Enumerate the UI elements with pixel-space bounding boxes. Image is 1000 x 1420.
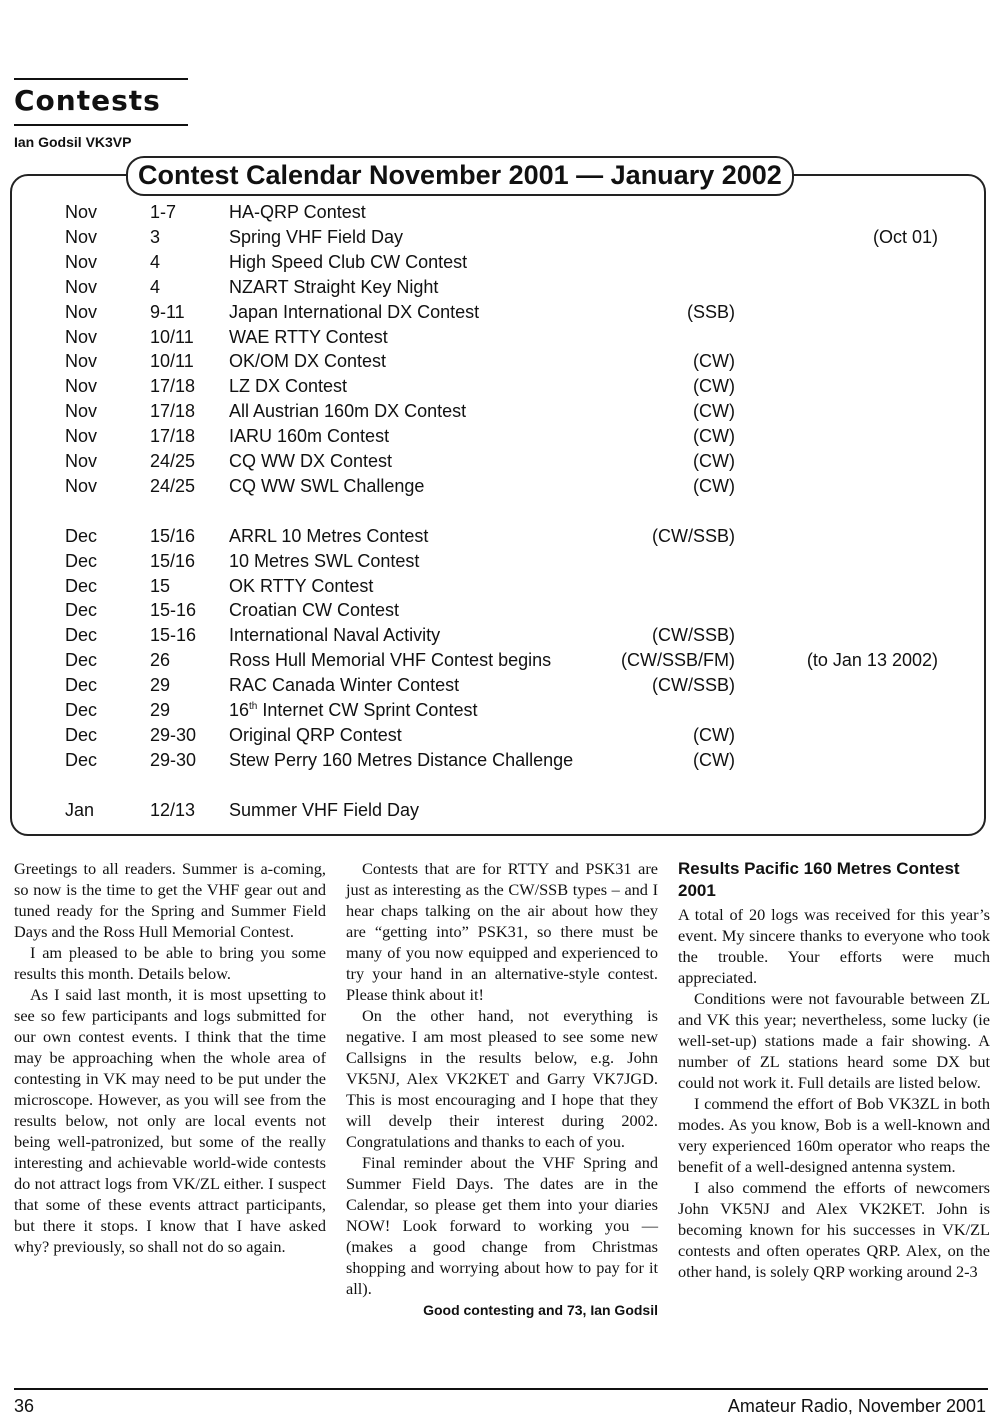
calendar-mode: (CW) <box>693 475 735 496</box>
calendar-month: Nov <box>65 202 98 222</box>
section-title: Contests <box>14 84 161 117</box>
calendar-month: Nov <box>65 301 98 322</box>
calendar-mode: (CW) <box>693 749 735 770</box>
calendar-row <box>0 798 1000 823</box>
calendar-row <box>0 349 1000 374</box>
calendar-mode: (CW/SSB/FM) <box>621 650 735 671</box>
calendar-row <box>0 598 1000 623</box>
calendar-row <box>0 449 1000 474</box>
footer-rule <box>14 1388 988 1390</box>
calendar-date: 12/13 <box>150 799 196 820</box>
paragraph: Greetings to all readers. Summer is a-coming, so now is the time to get the VHF gear out and tuned ready for the Spring and Summer Field Days and the Ross Hull Memorial Contest. <box>14 859 326 941</box>
calendar-mode: (CW) <box>693 351 735 372</box>
calendar-month: Dec <box>65 700 98 720</box>
calendar-contest-name: Summer VHF Field Day <box>229 799 420 820</box>
paragraph: On the other hand, not everything is negative. I am most pleased to see some new Callsigns in the results below, e.g. John VK5NJ, Alex VK2KET and Garry VK7JGD. This is most encouraging and I hope that they will develp their interest during 2002. Congratulations and thanks to each of you. <box>346 1006 658 1151</box>
calendar-contest-name: 10 Metres SWL Contest <box>229 550 420 571</box>
calendar-mode: (CW) <box>693 451 735 471</box>
calendar-contest-name: RAC Canada Winter Contest <box>229 675 460 696</box>
article-column-2 <box>346 858 658 1321</box>
calendar-row <box>0 424 1000 449</box>
calendar-row <box>0 325 1000 350</box>
calendar-contest-name: Japan International DX Contest <box>229 301 480 322</box>
publication-footer: Amateur Radio, November 2001 <box>727 1396 986 1416</box>
calendar-mode: (CW) <box>693 401 735 422</box>
calendar-mode: (CW/SSB) <box>652 525 735 546</box>
calendar-mode: (CW) <box>693 376 735 397</box>
calendar-row <box>0 275 1000 300</box>
calendar-row <box>0 200 1000 225</box>
calendar-date: 17/18 <box>150 426 196 447</box>
calendar-mode: (CW) <box>693 426 735 447</box>
calendar-contest-name: International Naval Activity <box>229 625 441 646</box>
calendar-row <box>0 374 1000 399</box>
calendar-contest-name: CQ WW SWL Challenge <box>229 475 425 496</box>
calendar-contest-name: Stew Perry 160 Metres Distance Challenge <box>229 749 574 770</box>
calendar-contest-name: LZ DX Contest <box>229 376 348 397</box>
calendar-row <box>0 399 1000 424</box>
calendar-row <box>0 648 1000 673</box>
calendar-row <box>0 673 1000 698</box>
calendar-contest-name: 16th Internet CW Sprint Contest <box>229 700 478 720</box>
calendar-contest-name: Original QRP Contest <box>229 724 402 745</box>
calendar-month: Nov <box>65 276 98 297</box>
calendar-date: 15/16 <box>150 550 196 571</box>
calendar-contest-name: Croatian CW Contest <box>229 600 400 621</box>
calendar-month: Dec <box>65 724 98 745</box>
calendar-note: (Oct 01) <box>872 226 938 247</box>
calendar-date: 29-30 <box>150 724 197 745</box>
calendar-date: 10/11 <box>150 326 194 347</box>
calendar-month: Dec <box>65 600 98 621</box>
page-number: 36 <box>14 1396 35 1416</box>
calendar-row <box>0 698 1000 723</box>
calendar-month: Nov <box>65 475 98 496</box>
calendar-date: 15-16 <box>150 600 197 621</box>
calendar-month: Dec <box>65 675 98 696</box>
calendar-month: Nov <box>65 376 98 397</box>
author-byline: Ian Godsil VK3VP <box>14 134 132 150</box>
calendar-contest-name: HA-QRP Contest <box>229 202 366 222</box>
calendar-title: Contest Calendar November 2001 — January 2002 <box>126 156 794 196</box>
results-heading: Results Pacific 160 Metres Contest 2001 <box>678 859 960 900</box>
calendar-month: Dec <box>65 749 98 770</box>
calendar-month: Nov <box>65 226 98 247</box>
paragraph: I am pleased to be able to bring you some results this month. Details below. <box>14 943 326 983</box>
calendar-row <box>0 723 1000 748</box>
calendar-date: 29 <box>150 675 171 696</box>
paragraph: Final reminder about the VHF Spring and Summer Field Days. The dates are in the Calendar, so please get them into your diaries NOW! Look forward to working you — (makes a good change from Christmas shopping and worrying about how to pay for it all). <box>346 1153 658 1298</box>
calendar-contest-name: OK/OM DX Contest <box>229 351 387 372</box>
calendar-contest-name: OK RTTY Contest <box>229 575 374 596</box>
paragraph: I also commend the efforts of newcomers John VK5NJ and Alex VK2KET. John is becoming known for his successes in VK/ZL contests and often operates QRP. Alex, on the other hand, is solely QRP working around 2-3 <box>678 1178 990 1281</box>
calendar-month: Dec <box>65 525 98 546</box>
calendar-row <box>0 549 1000 574</box>
calendar-date: 15 <box>150 575 171 596</box>
calendar-date: 4 <box>150 251 161 272</box>
calendar-row <box>0 225 1000 250</box>
calendar-contest-name: NZART Straight Key Night <box>229 276 439 297</box>
calendar-month: Dec <box>65 550 98 571</box>
calendar-row <box>0 250 1000 275</box>
calendar-date: 24/25 <box>150 475 196 496</box>
paragraph: Contests that are for RTTY and PSK31 are just as interesting as the CW/SSB types – and I hear chaps talking on the air about how they are “getting into” PSK31, so there must be many of you now equipped and experienced to try your hand in an alternative-style contest. Please think about it! <box>346 859 658 1004</box>
calendar-row <box>0 524 1000 549</box>
calendar-note: (to Jan 13 2002) <box>806 650 938 671</box>
calendar-date: 9-11 <box>150 301 185 322</box>
paragraph: As I said last month, it is most upsetting to see so few participants and logs submitted for our own contest events. I think that the time may be approaching when the whole area of contesting in VK may need to be put under the microscope. However, as you will see from the results below, not only are local events not being well-patronized, but some of the really interesting and achievable world-wide contests do not attract logs from VK/ZL either. I suspect that some of these events attract participants, but there it stops. I know that I have asked why? previously, so shall not do so again. <box>14 985 326 1256</box>
calendar-row <box>0 748 1000 773</box>
calendar-row <box>0 574 1000 599</box>
paragraph: Conditions were not favourable between ZL and VK this year; nevertheless, some lucky (ie well-set-up) stations made a fair showing. A number of ZL stations heard some DX but could not work it. Full details are listed below. <box>678 989 990 1092</box>
paragraph: I commend the effort of Bob VK3ZL in both modes. As you know, Bob is a well-known and very experienced 160m operator who reaps the benefit of a well-designed antenna system. <box>678 1094 990 1176</box>
calendar-month: Nov <box>65 426 98 447</box>
calendar-contest-name: ARRL 10 Metres Contest <box>229 525 429 546</box>
calendar-month: Dec <box>65 650 98 671</box>
calendar-date: 1-7 <box>150 202 177 222</box>
calendar-row <box>0 300 1000 325</box>
calendar-mode: (CW/SSB) <box>652 625 735 646</box>
calendar-month: Nov <box>65 251 98 272</box>
calendar-month: Jan <box>65 799 95 820</box>
calendar-contest-name: IARU 160m Contest <box>229 426 390 447</box>
calendar-month: Nov <box>65 401 98 422</box>
article-column-1 <box>14 858 326 1257</box>
calendar-contest-name: WAE RTTY Contest <box>229 326 388 347</box>
calendar-date: 29-30 <box>150 749 197 770</box>
calendar-contest-name: High Speed Club CW Contest <box>229 251 468 272</box>
calendar-date: 24/25 <box>150 451 196 471</box>
calendar-month: Dec <box>65 575 98 596</box>
calendar-mode: (CW/SSB) <box>652 675 735 696</box>
calendar-row <box>0 474 1000 499</box>
calendar-contest-name: Spring VHF Field Day <box>229 226 404 247</box>
calendar-date: 10/11 <box>150 351 194 372</box>
calendar-date: 29 <box>150 700 171 720</box>
calendar-date: 15/16 <box>150 525 196 546</box>
calendar-contest-name: All Austrian 160m DX Contest <box>229 401 467 422</box>
article-column-3 <box>678 858 990 1282</box>
calendar-date: 26 <box>150 650 171 671</box>
calendar-date: 17/18 <box>150 376 196 397</box>
calendar-month: Nov <box>65 351 98 372</box>
calendar-month: Nov <box>65 326 98 347</box>
calendar-date: 4 <box>150 276 161 297</box>
calendar-row <box>0 623 1000 648</box>
calendar-contest-name: Ross Hull Memorial VHF Contest begins <box>229 650 552 671</box>
paragraph: A total of 20 logs was received for this year’s event. My sincere thanks to everyone who took the trouble. Your efforts were much appreciated. <box>678 905 990 987</box>
calendar-mode: (CW) <box>693 724 735 745</box>
calendar-date: 17/18 <box>150 401 196 422</box>
calendar-month: Nov <box>65 451 98 471</box>
calendar-date: 15-16 <box>150 625 197 646</box>
calendar-contest-name: CQ WW DX Contest <box>229 451 393 471</box>
calendar-month: Dec <box>65 625 98 646</box>
calendar-date: 3 <box>150 226 161 247</box>
calendar-mode: (SSB) <box>686 301 735 322</box>
signature-line: Good contesting and 73, Ian Godsil <box>423 1302 658 1318</box>
